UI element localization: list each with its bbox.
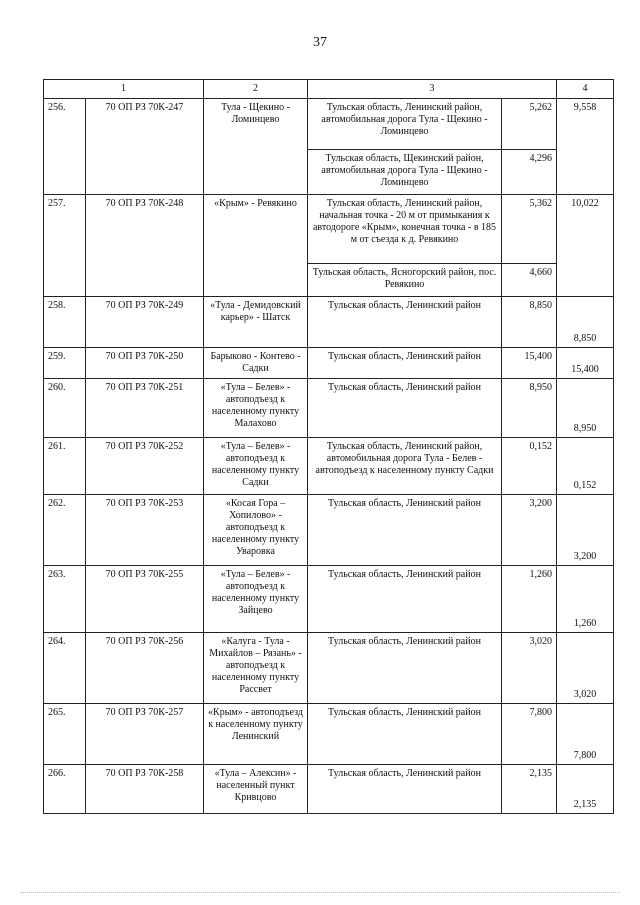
road-location: Тульская область, Ленинский район (308, 379, 502, 438)
segment-length: 2,135 (502, 765, 557, 814)
segment-length: 7,800 (502, 704, 557, 765)
column-header-4: 4 (557, 80, 614, 99)
table-row (44, 438, 614, 495)
road-code: 70 ОП РЗ 70К-250 (86, 348, 204, 379)
total-length: 3,200 (557, 495, 614, 566)
road-location: Тульская область, Ленинский район, начальная точка - 20 м от примыкания к автодороге «Крым», конечная точка - в 185 м от съезда к д. Ревякино (308, 195, 502, 264)
row-number: 262. (44, 495, 86, 566)
road-code: 70 ОП РЗ 70К-258 (86, 765, 204, 814)
table-row (44, 99, 614, 150)
road-code: 70 ОП РЗ 70К-257 (86, 704, 204, 765)
road-name: «Калуга - Тула - Михайлов – Рязань» - автоподъезд к населенному пункту Рассвет (204, 633, 308, 704)
road-location: Тульская область, Ленинский район (308, 348, 502, 379)
road-location: Тульская область, Ленинский район (308, 495, 502, 566)
column-header-1: 1 (44, 80, 204, 99)
segment-length: 5,262 (502, 99, 557, 150)
road-location: Тульская область, Ленинский район, автомобильная дорога Тула - Щекино - Ломинцево (308, 99, 502, 150)
road-name: «Тула – Алексин» - населенный пункт Кривцово (204, 765, 308, 814)
total-length: 10,022 (557, 195, 614, 297)
table-row (44, 566, 614, 633)
total-length: 0,152 (557, 438, 614, 495)
table-row (44, 495, 614, 566)
total-length: 7,800 (557, 704, 614, 765)
table-row (44, 348, 614, 379)
total-length: 8,850 (557, 297, 614, 348)
segment-length: 4,660 (502, 264, 557, 297)
road-name: «Тула – Белев» - автоподъезд к населенному пункту Садки (204, 438, 308, 495)
row-number: 259. (44, 348, 86, 379)
total-length: 1,260 (557, 566, 614, 633)
road-name: «Тула – Белев» - автоподъезд к населенному пункту Малахово (204, 379, 308, 438)
road-location: Тульская область, Ленинский район, автомобильная дорога Тула - Белев - автоподъезд к населенному пункту Садки (308, 438, 502, 495)
table-row (44, 704, 614, 765)
segment-length: 1,260 (502, 566, 557, 633)
row-number: 261. (44, 438, 86, 495)
table-row (44, 633, 614, 704)
segment-length: 8,950 (502, 379, 557, 438)
table-row (44, 297, 614, 348)
row-number: 256. (44, 99, 86, 195)
table-row (44, 765, 614, 814)
segment-length: 3,200 (502, 495, 557, 566)
road-location: Тульская область, Щекинский район, автомобильная дорога Тула - Щекино - Ломинцево (308, 150, 502, 195)
total-length: 15,400 (557, 348, 614, 379)
row-number: 266. (44, 765, 86, 814)
column-header-2: 2 (204, 80, 308, 99)
total-length: 8,950 (557, 379, 614, 438)
road-location: Тульская область, Ясногорский район, пос. Ревякино (308, 264, 502, 297)
segment-length: 4,296 (502, 150, 557, 195)
scan-artifact (20, 892, 620, 895)
road-code: 70 ОП РЗ 70К-253 (86, 495, 204, 566)
road-code: 70 ОП РЗ 70К-256 (86, 633, 204, 704)
road-location: Тульская область, Ленинский район (308, 633, 502, 704)
road-location: Тульская область, Ленинский район (308, 297, 502, 348)
road-name: «Косая Гора – Хопилово» - автоподъезд к населенному пункту Уваровка (204, 495, 308, 566)
road-name: Тула - Щекино - Ломинцево (204, 99, 308, 195)
table-header-row (44, 80, 614, 99)
total-length: 3,020 (557, 633, 614, 704)
row-number: 264. (44, 633, 86, 704)
column-header-3: 3 (308, 80, 557, 99)
road-name: «Крым» - автоподъезд к населенному пункту Ленинский (204, 704, 308, 765)
road-code: 70 ОП РЗ 70К-251 (86, 379, 204, 438)
road-name: Барыково - Контево - Садки (204, 348, 308, 379)
row-number: 263. (44, 566, 86, 633)
road-location: Тульская область, Ленинский район (308, 704, 502, 765)
segment-length: 15,400 (502, 348, 557, 379)
road-code: 70 ОП РЗ 70К-249 (86, 297, 204, 348)
table-row (44, 195, 614, 264)
row-number: 258. (44, 297, 86, 348)
page-number: 37 (313, 35, 327, 50)
row-number: 257. (44, 195, 86, 297)
road-code: 70 ОП РЗ 70К-255 (86, 566, 204, 633)
road-name: «Тула – Белев» - автоподъезд к населенному пункту Зайцево (204, 566, 308, 633)
road-code: 70 ОП РЗ 70К-248 (86, 195, 204, 297)
road-location: Тульская область, Ленинский район (308, 566, 502, 633)
roads-registry-table (43, 79, 614, 814)
road-name: «Тула - Демидовский карьер» - Шатск (204, 297, 308, 348)
segment-length: 0,152 (502, 438, 557, 495)
total-length: 9,558 (557, 99, 614, 195)
road-code: 70 ОП РЗ 70К-247 (86, 99, 204, 195)
segment-length: 3,020 (502, 633, 557, 704)
table-row (44, 379, 614, 438)
segment-length: 5,362 (502, 195, 557, 264)
road-code: 70 ОП РЗ 70К-252 (86, 438, 204, 495)
total-length: 2,135 (557, 765, 614, 814)
row-number: 265. (44, 704, 86, 765)
road-name: «Крым» - Ревякино (204, 195, 308, 297)
table-body (44, 99, 614, 814)
row-number: 260. (44, 379, 86, 438)
road-location: Тульская область, Ленинский район (308, 765, 502, 814)
segment-length: 8,850 (502, 297, 557, 348)
